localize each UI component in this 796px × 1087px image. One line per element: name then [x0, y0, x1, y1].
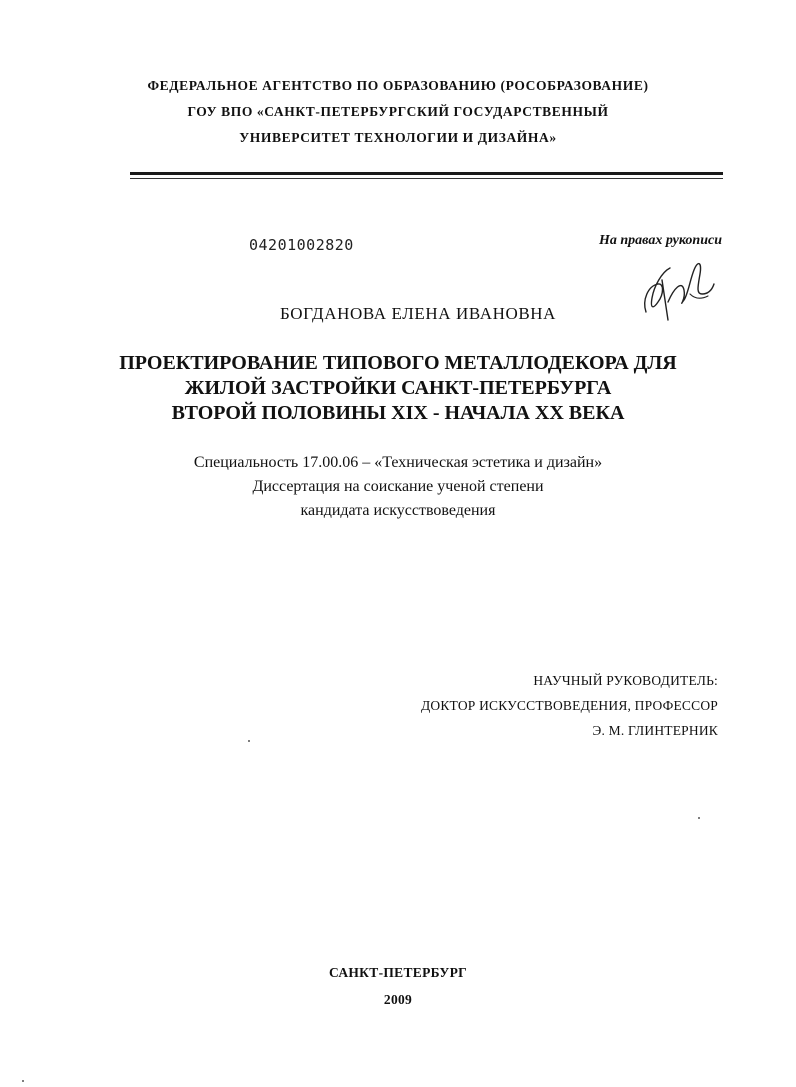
- degree-name-line: кандидата искусствоведения: [300, 502, 496, 519]
- dissertation-title-line1: ПРОЕКТИРОВАНИЕ ТИПОВОГО МЕТАЛЛОДЕКОРА ДЛЯ: [119, 352, 677, 374]
- university-name-line2: УНИВЕРСИТЕТ ТЕХНОЛОГИИ И ДИЗАЙНА»: [239, 130, 557, 145]
- handwritten-signature-icon: [628, 250, 724, 330]
- university-name-line1: ГОУ ВПО «САНКТ-ПЕТЕРБУРГСКИЙ ГОСУДАРСТВЕННЫЙ: [187, 104, 609, 119]
- dissertation-title-line3: ВТОРОЙ ПОЛОВИНЫ XIX - НАЧАЛА XX ВЕКА: [171, 402, 625, 424]
- header-rule-thin: [130, 178, 723, 179]
- agency-name: ФЕДЕРАЛЬНОЕ АГЕНТСТВО ПО ОБРАЗОВАНИЮ (РОСОБРАЗОВАНИЕ): [147, 78, 649, 93]
- degree-purpose-line: Диссертация на соискание ученой степени: [252, 478, 544, 495]
- rights-note: На правах рукописи: [599, 233, 722, 248]
- header-rule-thick: [130, 172, 723, 175]
- year: 2009: [383, 992, 413, 1007]
- supervisor-degree: ДОКТОР ИСКУССТВОВЕДЕНИЯ, ПРОФЕССОР: [421, 698, 718, 713]
- specialty-line: Специальность 17.00.06 – «Техническая эстетика и дизайн»: [193, 454, 603, 471]
- registration-number: 04201002820: [249, 236, 354, 254]
- scan-speck: [248, 740, 250, 742]
- scan-speck: [698, 817, 700, 819]
- scan-speck: [22, 1080, 24, 1082]
- author-name: БОГДАНОВА ЕЛЕНА ИВАНОВНА: [280, 304, 557, 323]
- dissertation-title-line2: ЖИЛОЙ ЗАСТРОЙКИ САНКТ-ПЕТЕРБУРГА: [184, 377, 612, 399]
- city: САНКТ-ПЕТЕРБУРГ: [328, 965, 468, 980]
- supervisor-label: НАУЧНЫЙ РУКОВОДИТЕЛЬ:: [533, 673, 718, 688]
- supervisor-name: Э. М. ГЛИНТЕРНИК: [592, 723, 718, 738]
